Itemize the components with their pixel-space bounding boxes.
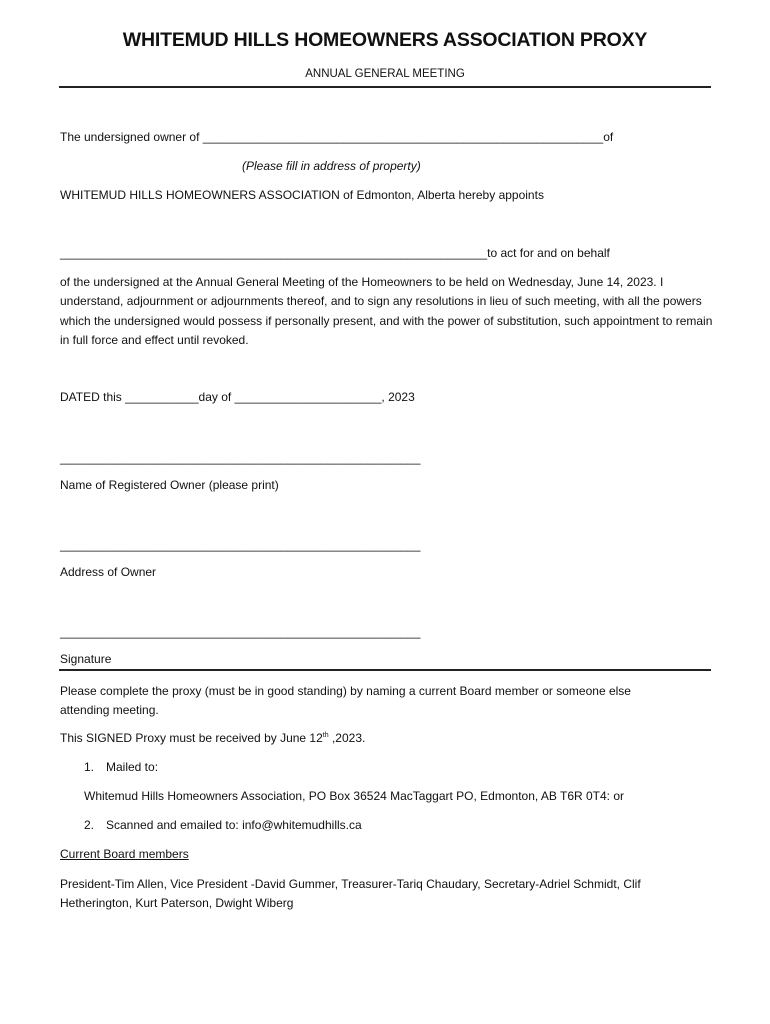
page-subtitle: ANNUAL GENERAL MEETING [305,68,465,80]
dated-suffix: , 2023 [381,390,415,404]
option-2-number: 2. [84,818,95,832]
owner-address-blank[interactable]: ______________________________________________________ [60,538,421,552]
board-heading: Current Board members [60,847,189,861]
proxy-holder-blank[interactable]: ________________________________________________________________ [60,246,488,260]
property-address-blank[interactable]: ____________________________________________________________ [202,130,604,144]
option-2-label: Scanned and emailed to: info@whitemudhills.ca [106,818,362,832]
owner-line-suffix: of [603,130,614,144]
owner-name-blank[interactable]: ______________________________________________________ [60,451,421,465]
dated-mid: day of [198,390,235,404]
deadline-line [60,731,365,745]
complete-instructions: Please complete the proxy (must be in good standing) by naming a current Board member or someone else attending meeting. [60,684,631,718]
header-divider [59,86,711,88]
page-title: WHITEMUD HILLS HOMEOWNERS ASSOCIATION PROXY [122,29,648,51]
owner-line-prefix: The undersigned owner of [60,130,203,144]
deadline-prefix: This SIGNED Proxy must be received by June 12 [60,731,323,745]
deadline-superscript: th [322,732,329,739]
dated-prefix: DATED this [60,390,126,404]
proxy-body-paragraph: of the undersigned at the Annual General Meeting of the Homeowners to be held on Wednesday, June 14, 2023. I understand, adjournment or adjournments thereof, and to sign any resolutions in lieu of such meeting, with all the powers which the undersigned would possess if personally present, and with the power of substitution, such appointment to remain in full force and effect until revoked. [60,275,713,347]
appoints-line: WHITEMUD HILLS HOMEOWNERS ASSOCIATION of Edmonton, Alberta hereby appoints [60,188,544,202]
month-blank[interactable]: ______________________ [234,390,382,404]
proxy-holder-suffix: to act for and on behalf [487,246,610,260]
day-blank[interactable]: ___________ [125,390,199,404]
deadline-suffix: ,2023. [328,731,366,745]
signature-label: Signature [60,652,112,666]
signature-divider [59,669,711,671]
proxy-holder-line [60,246,610,260]
address-hint: (Please fill in address of property) [242,159,421,173]
owner-address-label: Address of Owner [60,565,157,579]
mailing-address: Whitemud Hills Homeowners Association, PO Box 36524 MacTaggart PO, Edmonton, AB T6R 0T4: or [84,789,625,803]
owner-line [60,130,613,144]
option-1-label: Mailed to: [106,760,159,774]
dated-line [60,390,415,404]
signature-blank[interactable]: ______________________________________________________ [60,625,421,639]
board-members-list: President-Tim Allen, Vice President -David Gummer, Treasurer-Tariq Chaudary, Secretary-Adriel Schmidt, Clif Hetherington, Kurt Paterson, Dwight Wiberg [60,877,641,911]
owner-name-label: Name of Registered Owner (please print) [60,478,279,492]
option-1-number: 1. [84,760,95,774]
